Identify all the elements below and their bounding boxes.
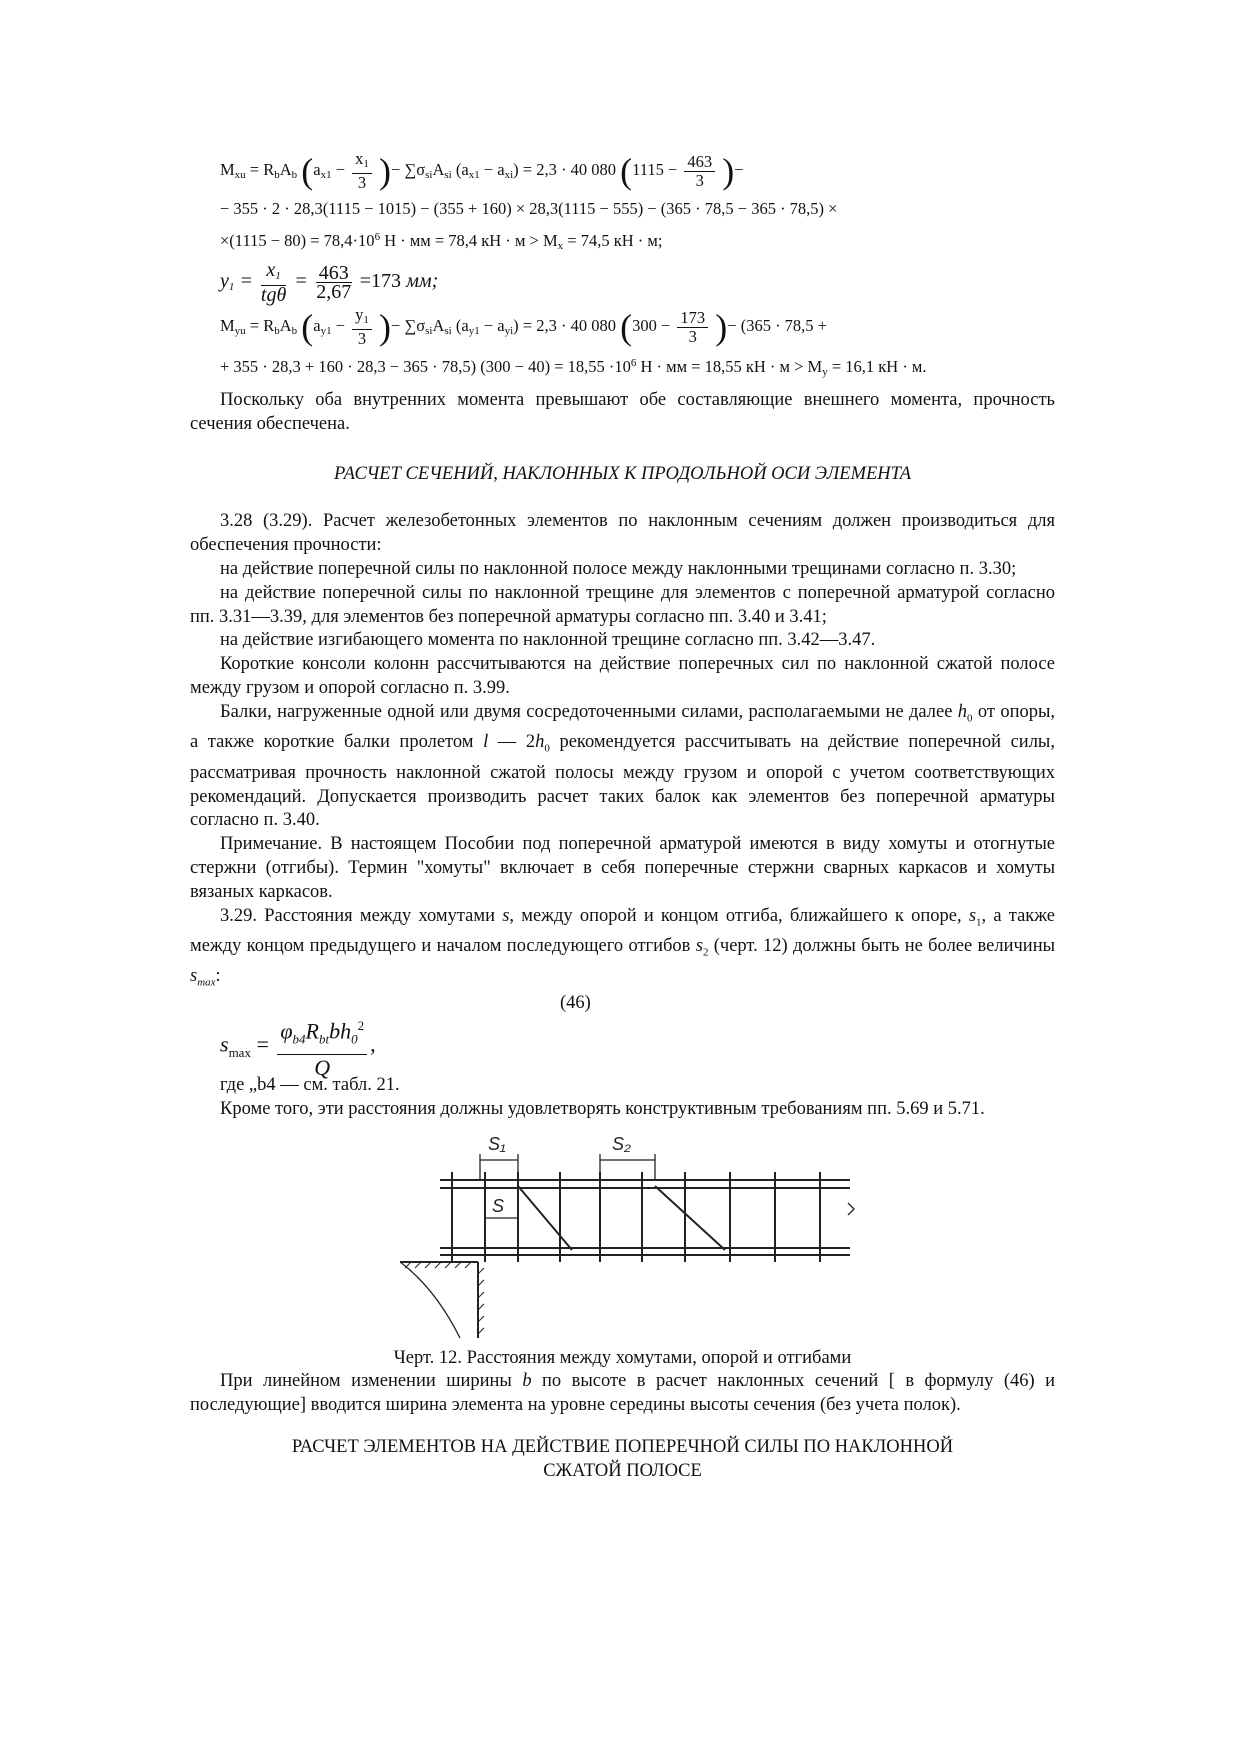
formula-46: (46) $s_{max}$ = $\frac{\varphi_{b4}R_{bt}bh_0^2}{Q}$ , <box>220 992 591 1080</box>
paragraph-item-3: на действие изгибающего момента по наклонной трещине согласно пп. 3.42—3.47. <box>220 630 876 651</box>
equation-mxu-line2: − 355 · 2 · 28,3(1115 − 1015) − (355 + 160) × 28,3(1115 − 555) − (365 · 78,5 − 365 · 78,5) × <box>220 199 838 218</box>
section-title: РАСЧЕТ СЕЧЕНИЙ, НАКЛОННЫХ К ПРОДОЛЬНОЙ ОСИ ЭЛЕМЕНТА <box>333 463 912 484</box>
paragraph-item-2: на действие поперечной силы по наклонной трещине для элементов с поперечной арматурой согласно пп. 3.31—3.39, для элементов без поперечной арматуры согласно пп. 3.40 и 3.41; <box>190 582 1055 627</box>
paragraph-beams: Балки, нагруженные одной или двумя сосредоточенными силами, располагаемыми не далее $h_0$ от опоры, а также короткие балки пролетом l — $2h_0$ рекомендуется рассчитывать на действие поперечной силы, рассматривая прочность наклонной сжатой полосы между грузом и опорой с учетом соответствующих рекомендаций. Допускается производить расчет таких балок как элементов без поперечной арматуры согласно п. 3.40. <box>190 701 1056 831</box>
label-s2: S₂ <box>612 1133 631 1154</box>
figure-12 <box>190 1128 1055 1343</box>
paragraph-3-28: 3.28 (3.29). Расчет железобетонных элементов по наклонным сечениям должен производиться для обеспечения прочности: <box>190 511 1055 556</box>
document-page <box>190 150 1055 1484</box>
paragraph-note: Примечание. В настоящем Пособии под поперечной арматурой имеются в виду хомуты и отогнутые стержни (отгибы). Термин "хомуты" включает в себя поперечные стержни сварных каркасов и хомуты вязаных каркасов. <box>190 834 1055 902</box>
formula-number: (46) <box>560 992 591 1013</box>
paragraph-item-1: на действие поперечной силы по наклонной полосе между наклонными трещинами согласно п. 3.30; <box>220 558 1017 579</box>
paragraph-width: При линейном изменении ширины b по высоте в расчет наклонных сечений [ в формулу (46) и последующие] вводится ширина элемента на уровне середины высоты сечения (без учета полок). <box>190 1371 1056 1416</box>
equation-myu: $M_{yu} = R_bA_b$ ($a_{y1}$ − $\frac{y_1}{3}$ )− $\sum\sigma_{si}A_{si}$ $(a_{y1} - a_{yi}) = 2,3 \cdot 40$ 080 (300 − $\frac{173}{3}$ )− (365 · 78,5 + <box>220 305 827 348</box>
paragraph-conclusion: Поскольку оба внутренних момента превышают обе составляющие внешнего момента, прочность сечения обеспечена. <box>190 390 1055 434</box>
stirrups-diagram <box>400 1128 860 1343</box>
equation-y1: $y_1$ = $\frac{x_1}{\text{tgθ}}$ = $\frac{463}{2,67}$ =173 мм; <box>220 259 439 306</box>
paragraph-3-29: 3.29. Расстояния между хомутами s, между опорой и концом отгиба, ближайшего к опоре, $s_1$, а также между концом предыдущего и началом последующего отгибов $s_2$ (черт. 12) должны быть не более величины $s_{max}$: <box>190 905 1056 990</box>
label-s1: S₁ <box>488 1133 506 1154</box>
label-s: S <box>492 1195 505 1216</box>
final-section-title: РАСЧЕТ ЭЛЕМЕНТОВ НА ДЕЙСТВИЕ ПОПЕРЕЧНОЙ СИЛЫ ПО НАКЛОННОЙ СЖАТОЙ ПОЛОСЕ <box>291 1436 954 1481</box>
figure-caption: Черт. 12. Расстояния между хомутами, опорой и отгибами <box>393 1347 852 1368</box>
paragraph-consoles: Короткие консоли колонн рассчитываются на действие поперечных сил по наклонной сжатой полосе между грузом и опорой согласно п. 3.99. <box>190 654 1055 698</box>
paragraph-where: где „b4 — см. табл. 21. <box>220 1074 400 1095</box>
equation-myu-line2: + 355 · 28,3 + 160 · 28,3 − 365 · 78,5) $(300 - 40) = 18,55 \cdot 10^6$ Н · мм = 18,55 кН · $м > M_y = 16,1$ кН · м. <box>220 357 927 378</box>
equation-mxu: $M_{xu} = R_bA_b$ ($a_{x1}$ − $\frac{x_1}{3}$ )− $\sum\sigma_{si}A_{si}$ $(a_{x1} - a_{xi}) = 2,3 \cdot 40$ 080 (1115 − $\frac{463}{3}$ )− <box>220 149 744 192</box>
equation-mxu-line3: $\times(1115 - 80) = 78,4\cdot 10^6$ Н · мм = 78,4 кН · $м > M_x = 74,5$ кН · м; <box>220 231 663 252</box>
paragraph-constructive: Кроме того, эти расстояния должны удовлетворять конструктивным требованиям пп. 5.69 и 5.71. <box>220 1098 985 1119</box>
